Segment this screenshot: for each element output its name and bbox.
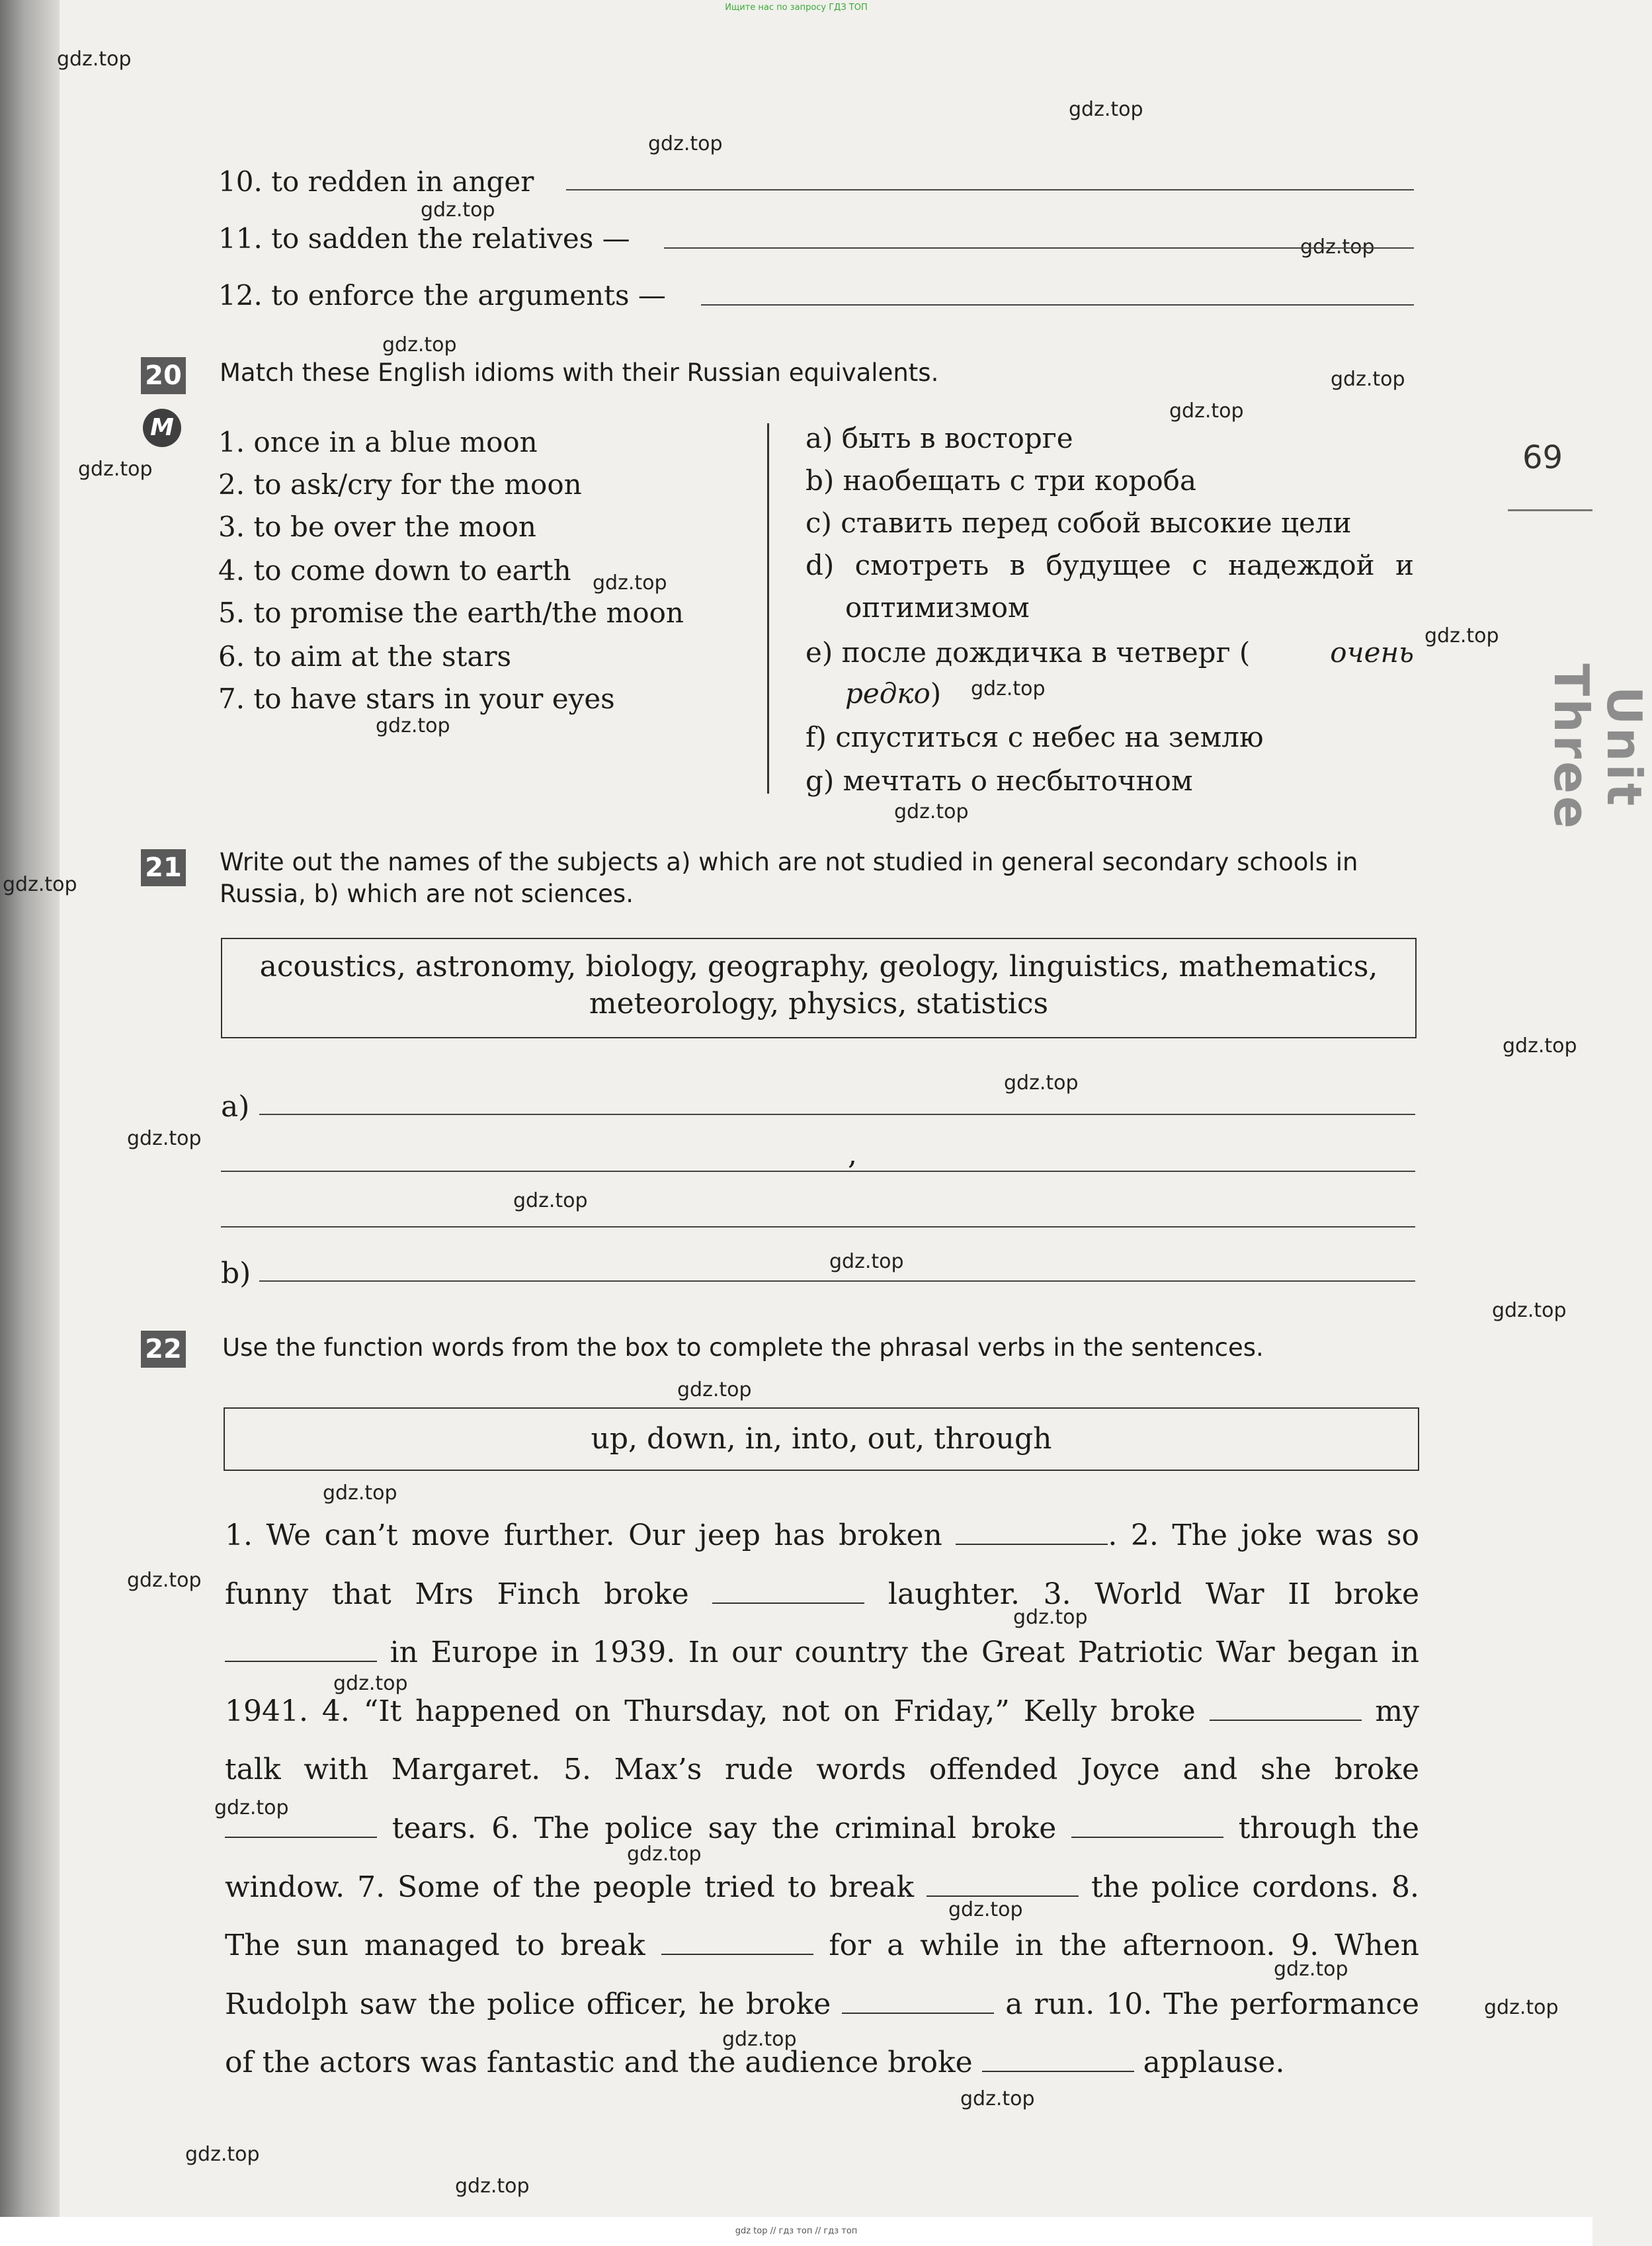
idiom-5: 5. to promise the earth/the moon bbox=[218, 597, 684, 629]
watermark: gdz.top bbox=[677, 1378, 752, 1401]
answer-line-a[interactable] bbox=[259, 1114, 1415, 1115]
watermark: gdz.top bbox=[323, 1481, 397, 1505]
page-number: 69 bbox=[1522, 439, 1563, 476]
watermark: gdz.top bbox=[971, 677, 1046, 700]
exercise-number-21: 21 bbox=[141, 849, 186, 886]
sentence-segment: 1. We can’t move further. Our jeep has broken bbox=[225, 1518, 956, 1552]
watermark: gdz.top bbox=[1013, 1606, 1088, 1629]
idiom-6: 6. to aim at the stars bbox=[218, 640, 512, 673]
gap-4[interactable] bbox=[1210, 1700, 1362, 1721]
watermark: gdz.top bbox=[3, 873, 77, 896]
book-spine-shadow bbox=[0, 0, 60, 2246]
item-12: 12. to enforce the arguments — bbox=[218, 279, 666, 312]
watermark: gdz.top bbox=[382, 333, 457, 356]
watermark: gdz.top bbox=[1300, 235, 1375, 259]
subjects-box-line-2: meteorology, physics, statistics bbox=[589, 987, 1049, 1020]
watermark: gdz.top bbox=[513, 1189, 588, 1212]
russian-equivalent-b: b) наобещать с три короба bbox=[805, 464, 1196, 497]
subjects-box bbox=[221, 938, 1417, 1038]
function-words-box bbox=[224, 1407, 1419, 1471]
gap-2[interactable] bbox=[712, 1583, 864, 1604]
watermark: gdz.top bbox=[1069, 98, 1143, 121]
gap-1[interactable] bbox=[956, 1524, 1108, 1545]
gap-7[interactable] bbox=[927, 1876, 1079, 1897]
header-note: Ищите нас по запросу ГДЗ ТОП bbox=[725, 3, 868, 13]
watermark: gdz.top bbox=[333, 1672, 408, 1695]
watermark: gdz.top bbox=[421, 198, 495, 222]
watermark: gdz.top bbox=[78, 458, 153, 481]
m-badge-icon: М bbox=[143, 409, 181, 447]
watermark: gdz.top bbox=[127, 1127, 202, 1150]
answer-line[interactable] bbox=[664, 247, 1414, 249]
russian-equivalent-e-italic-cont: редко bbox=[845, 677, 930, 710]
sentence-segment: laughter. 3. World War II broke bbox=[864, 1577, 1419, 1611]
watermark: gdz.top bbox=[185, 2143, 260, 2166]
idiom-7: 7. to have stars in your eyes bbox=[218, 683, 615, 715]
russian-equivalent-f: f) спуститься с небес на землю bbox=[805, 721, 1264, 753]
gap-5[interactable] bbox=[225, 1817, 377, 1838]
sentence-segment: tears. 6. The police say the criminal broke bbox=[377, 1811, 1072, 1845]
answer-label-b: b) bbox=[221, 1257, 251, 1290]
sentence-segment: in Europe in 1939. In our country the Great Patriotic War began in 1941. 4. “It happened on Thursday, not on Friday,” Kelly broke bbox=[225, 1636, 1419, 1728]
russian-equivalent-c: c) ставить перед собой высокие цели bbox=[805, 507, 1352, 539]
unit-label: Unit Three bbox=[1544, 663, 1652, 831]
watermark: gdz.top bbox=[1331, 368, 1405, 391]
sentence-segment: through the window. 7. Some of the people tried to break bbox=[225, 1811, 1420, 1904]
sentence-segment: the police cordons. 8. The sun managed to break bbox=[225, 1870, 1419, 1963]
watermark: gdz.top bbox=[214, 1796, 289, 1819]
answer-line-a-3[interactable] bbox=[221, 1226, 1415, 1227]
exercise-22-instruction: Use the function words from the box to complete the phrasal verbs in the sentences. bbox=[222, 1333, 1264, 1362]
watermark: gdz.top bbox=[455, 2175, 530, 2198]
exercise-22-text bbox=[225, 1507, 1419, 2093]
column-separator bbox=[767, 423, 769, 794]
russian-equivalent-e-text: e) после дождичка в четверг ( bbox=[805, 636, 1251, 669]
answer-line-a-2[interactable] bbox=[221, 1171, 1415, 1172]
sentence-segment: my talk with Margaret. 5. Max’s rude words offended Joyce and she broke bbox=[225, 1694, 1419, 1787]
exercise-number-20: 20 bbox=[141, 357, 186, 394]
watermark: gdz.top bbox=[593, 571, 667, 595]
russian-equivalent-d: d) смотреть в будущее с надеждой и bbox=[805, 549, 1414, 581]
gap-8[interactable] bbox=[661, 1934, 813, 1955]
answer-line[interactable] bbox=[566, 189, 1414, 190]
sentence-segment: applause. bbox=[1134, 2046, 1285, 2080]
watermark: gdz.top bbox=[1425, 624, 1499, 647]
side-divider bbox=[1508, 509, 1592, 511]
watermark: gdz.top bbox=[960, 2087, 1035, 2110]
watermark: gdz.top bbox=[1503, 1034, 1577, 1058]
russian-equivalent-e bbox=[805, 632, 1414, 714]
russian-equivalent-a: a) быть в восторге bbox=[805, 422, 1073, 454]
exercise-number-22: 22 bbox=[141, 1331, 186, 1368]
item-10: 10. to redden in anger bbox=[218, 165, 534, 198]
russian-equivalent-e-close: ) bbox=[930, 677, 942, 710]
function-words: up, down, in, into, out, through bbox=[591, 1422, 1052, 1456]
gap-3[interactable] bbox=[225, 1641, 377, 1662]
watermark: gdz.top bbox=[722, 2028, 797, 2051]
idiom-3: 3. to be over the moon bbox=[218, 511, 536, 543]
idiom-1: 1. once in a blue moon bbox=[218, 426, 538, 458]
gap-6[interactable] bbox=[1071, 1817, 1223, 1838]
russian-equivalent-e-italic: очень bbox=[1330, 636, 1414, 669]
watermark: gdz.top bbox=[1274, 1958, 1348, 1981]
watermark: gdz.top bbox=[948, 1898, 1023, 1921]
russian-equivalent-g: g) мечтать о несбыточном bbox=[805, 765, 1193, 797]
watermark: gdz.top bbox=[1484, 1996, 1559, 2019]
watermark: gdz.top bbox=[376, 714, 450, 737]
watermark: gdz.top bbox=[1004, 1071, 1079, 1095]
idiom-2: 2. to ask/cry for the moon bbox=[218, 468, 582, 501]
answer-label-a: a) bbox=[221, 1090, 250, 1124]
sentence-segment: for a while in the afternoon. 9. When Rudolph saw the police officer, he broke bbox=[225, 1929, 1419, 2021]
exercise-20-instruction: Match these English idioms with their Russian equivalents. bbox=[220, 358, 939, 387]
idiom-4: 4. to come down to earth bbox=[218, 554, 571, 587]
sentence-segment: . 2. The joke was so funny that Mrs Finch broke bbox=[225, 1518, 1419, 1611]
gap-10[interactable] bbox=[982, 2051, 1134, 2072]
watermark: gdz.top bbox=[1492, 1299, 1567, 1322]
exercise-21-instruction: Write out the names of the subjects a) which are not studied in general secondary schools in Russia, b) which are not sciences. bbox=[220, 848, 1358, 908]
watermark: gdz.top bbox=[57, 48, 132, 71]
watermark: gdz.top bbox=[127, 1569, 202, 1592]
comma: , bbox=[848, 1138, 857, 1171]
answer-line[interactable] bbox=[701, 304, 1414, 306]
footer-note: gdz top // гдз топ // гдз топ bbox=[735, 2226, 858, 2236]
subjects-box-line-1: acoustics, astronomy, biology, geography, geology, linguistics, mathematics, bbox=[259, 950, 1378, 983]
watermark: gdz.top bbox=[1169, 399, 1244, 423]
item-11: 11. to sadden the relatives — bbox=[218, 222, 630, 255]
russian-equivalent-d-cont: оптимизмом bbox=[845, 591, 1030, 624]
answer-line-b[interactable] bbox=[259, 1280, 1415, 1282]
watermark: gdz.top bbox=[627, 1843, 702, 1866]
watermark: gdz.top bbox=[829, 1250, 904, 1273]
sentence-segment: a run. 10. The performance of the actors was fantastic and the audience broke bbox=[225, 1987, 1419, 2080]
watermark: gdz.top bbox=[648, 132, 723, 155]
gap-9[interactable] bbox=[842, 1993, 994, 2014]
watermark: gdz.top bbox=[894, 800, 969, 823]
